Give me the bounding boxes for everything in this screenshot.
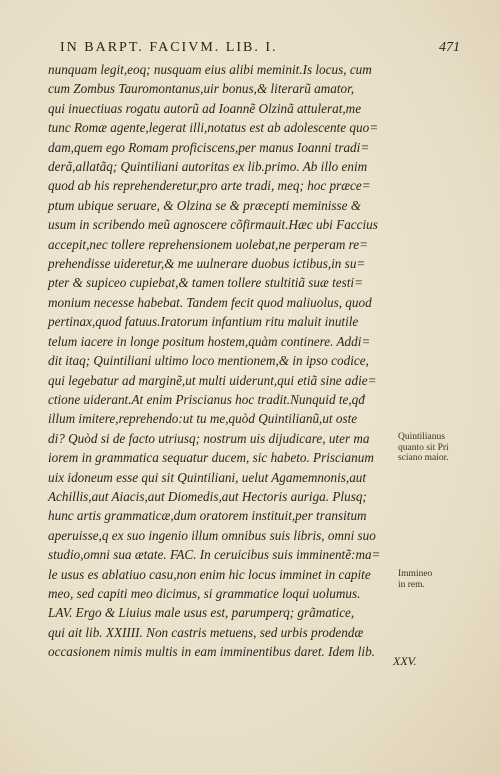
- text-line: aperuisse,q ex suo ingenio illum omnibus suis libris, omni suo: [48, 527, 376, 543]
- text-line: di? Quòd si de facto utriusq; nostrum uis dijudicare, uter ma: [48, 430, 370, 446]
- text-line: accepit,nec tollere reprehensionem uolebat,ne perperam re=: [48, 236, 369, 252]
- text-line: cum Zombus Tauromontanus,uir bonus,& literarũ amator,: [48, 81, 355, 97]
- text-line: dam,quem ego Romam proficiscens,per manus Ioanni tradi=: [48, 139, 370, 155]
- text-line: qui ait lib. XXIIII. Non castris metuens, sed urbis prodendæ: [48, 624, 364, 640]
- text-line: LAV. Ergo & Liuius male usus est, parumperq; grãmatice,: [48, 605, 355, 621]
- margin-note-immineo: [398, 569, 498, 590]
- text-line: meo, sed capiti meo dicimus, si grammatice loqui uolumus.: [48, 585, 361, 601]
- page-header: [60, 40, 460, 56]
- running-head: IN BARPT. FACIVM. LIB. I.: [60, 40, 278, 55]
- text-line: tunc Romæ agente,legerat illi,notatus est ab adolescente quo=: [48, 120, 379, 136]
- margin-note-line: in rem.: [398, 579, 425, 590]
- text-line: pter & supiceo cupiebat,& tamen tollere stultitiã suæ testi=: [48, 275, 363, 291]
- margin-note-quintilianus: [398, 432, 498, 464]
- text-line: ptum ubique seruare, & Olzina se & præcepti meminisse &: [48, 197, 362, 213]
- text-line: telum iacere in longe positum hostem,quàm continere. Addi=: [48, 333, 371, 349]
- text-line: qui inuectiuas rogatu autorũ ad Ioannẽ Olzinã attulerat,me: [48, 100, 362, 116]
- text-line: illum imitere,reprehendo:ut tu me,quòd Quintilianũ,ut oste: [48, 411, 358, 427]
- text-line: qui legebatur ad marginẽ,ut multi uiderunt,qui etiã sine adie=: [48, 372, 377, 388]
- text-line: dit itaq; Quintiliani ultimo loco mentionem,& in ipso codice,: [48, 353, 369, 369]
- text-line: monium necesse habebat. Tandem fecit quod maliuolus, quod: [48, 294, 372, 310]
- text-line: iorem in grammatica sequatur ducem, sic habeto. Priscianum: [48, 450, 374, 466]
- text-line: prehendisse uideretur,& me uulnerare duobus ictibus,in su=: [48, 256, 366, 272]
- text-line: nunquam legit,eoq; nusquam eius alibi meminit.Is locus, cum: [48, 62, 372, 77]
- text-line: quod ab his reprehenderetur,pro arte tradi, meq; hoc præce=: [48, 178, 371, 194]
- margin-note-line: Immineo: [398, 569, 433, 579]
- text-line: usum in scribendo meũ agnoscere cõfirmauit.Hæc ubi Faccius: [48, 217, 378, 233]
- body-text: [48, 60, 420, 662]
- text-line: Achillis,aut Aiacis,aut Diomedis,aut Hectoris auriga. Plusq;: [48, 488, 367, 504]
- catchword: XXV.: [393, 654, 417, 668]
- text-line: studio,omni sua ætate. FAC. In ceruicibus suis imminentẽ:ma=: [48, 547, 381, 563]
- page-number: 471: [439, 40, 460, 55]
- text-line: uix idoneum esse qui sit Quintiliani, uelut Agamemnonis,aut: [48, 469, 367, 485]
- text-line: derã,allatãq; Quintiliani autoritas ex lib.primo. Ab illo enim: [48, 159, 368, 175]
- text-line: ctione uiderant.At enim Priscianus hoc tradit.Nunquid te,qđ: [48, 391, 365, 407]
- margin-note-line: sciano maior.: [398, 453, 449, 463]
- margin-note-line: Quintilianus: [398, 432, 445, 442]
- text-line: occasionem nimis multis in eam imminentibus daret. Idem lib.: [48, 644, 375, 660]
- text-line: le usus es ablatiuo casu,non enim hic locus imminet in capite: [48, 566, 371, 582]
- text-line: hunc artis grammaticæ,dum oratorem instituit,per transitum: [48, 508, 367, 524]
- text-line: pertinax,quod fatuus.Iratorum infantium ritu maluit inutile: [48, 314, 359, 330]
- margin-note-line: quanto sit Pri: [398, 442, 449, 453]
